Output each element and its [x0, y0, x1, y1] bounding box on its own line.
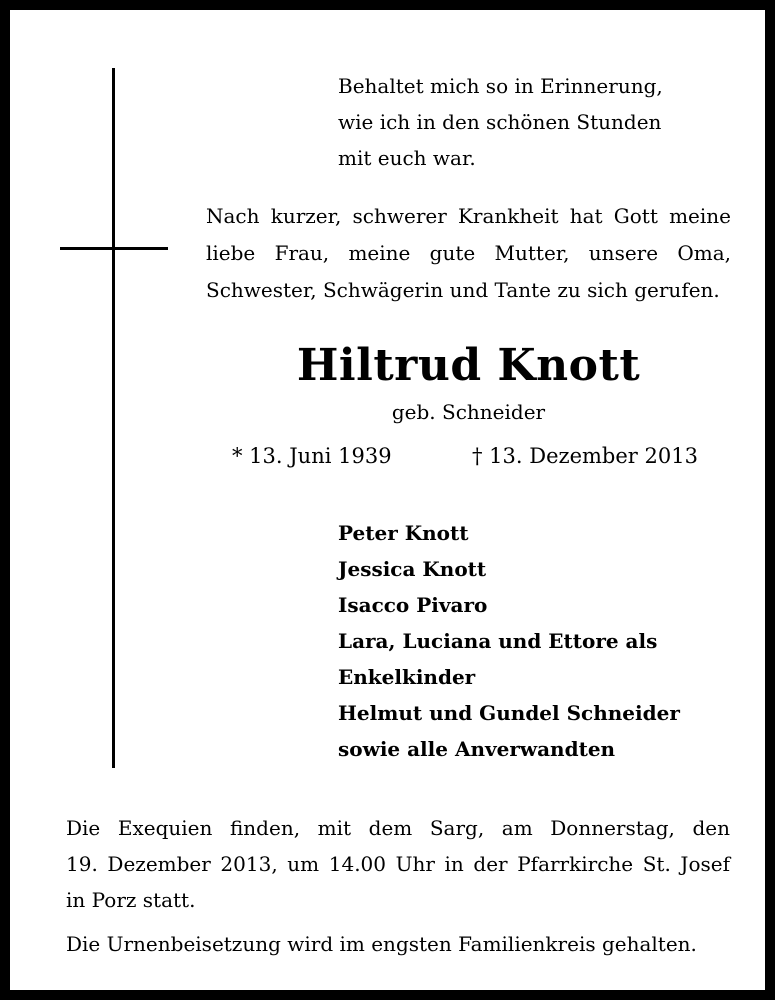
mourners-list — [338, 515, 680, 767]
service-line: 19. Dezember 2013, um 14.00 Uhr in der Pfarrkirche St. Josef — [66, 852, 730, 876]
announcement-text — [206, 198, 731, 309]
service-line: Die Exequien finden, mit dem Sarg, am Donnerstag, den — [66, 816, 730, 840]
mourner-line: Jessica Knott — [338, 557, 487, 581]
quote-line: wie ich in den schönen Stunden — [338, 110, 662, 134]
cross-vertical-bar — [112, 68, 115, 768]
announcement-line: liebe Frau, meine gute Mutter, unsere Oma, — [206, 241, 731, 265]
birth-date: * 13. Juni 1939 — [232, 444, 392, 468]
mourner-line: Lara, Luciana und Ettore als — [338, 629, 658, 653]
mourner-line: Isacco Pivaro — [338, 593, 488, 617]
death-date: † 13. Dezember 2013 — [472, 444, 698, 468]
quote-line: mit euch war. — [338, 146, 476, 170]
announcement-line: Nach kurzer, schwerer Krankheit hat Gott meine — [206, 204, 731, 228]
mourner-line: Helmut und Gundel Schneider — [338, 701, 680, 725]
mourner-line: Peter Knott — [338, 521, 469, 545]
maiden-name: geb. Schneider — [391, 400, 546, 424]
urn-burial-note: Die Urnenbeisetzung wird im engsten Familienkreis gehalten. — [66, 932, 697, 956]
mourner-line: Enkelkinder — [338, 665, 476, 689]
memorial-quote — [338, 68, 663, 176]
funeral-service-info — [66, 810, 730, 918]
cross-horizontal-bar — [60, 247, 168, 250]
announcement-line: Schwester, Schwägerin und Tante zu sich gerufen. — [206, 278, 720, 302]
mourner-line: sowie alle Anverwandten — [338, 737, 616, 761]
service-line: in Porz statt. — [66, 888, 196, 912]
deceased-name: Hiltrud Knott — [296, 340, 641, 391]
quote-line: Behaltet mich so in Erinnerung, — [338, 74, 663, 98]
